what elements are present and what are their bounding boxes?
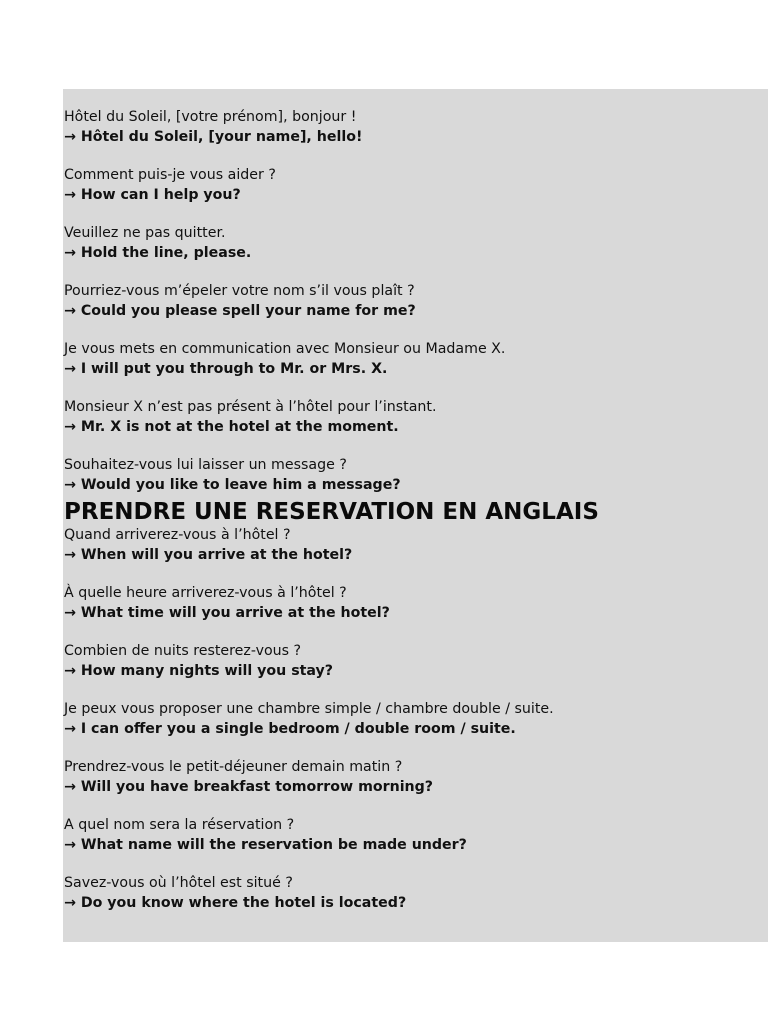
reservation-phrases-section xyxy=(64,526,764,913)
english-translation: → Would you like to leave him a message? xyxy=(64,476,401,493)
french-phrase: Monsieur X n’est pas présent à l’hôtel pour l’instant. xyxy=(64,399,437,415)
phrase-pair xyxy=(64,108,764,147)
phrase-pair xyxy=(64,584,764,623)
french-phrase: Savez-vous où l’hôtel est situé ? xyxy=(64,875,293,891)
english-translation: → Do you know where the hotel is located? xyxy=(64,894,407,911)
phrase-pair xyxy=(64,166,764,205)
phrase-pair xyxy=(64,526,764,565)
french-phrase: Souhaitez-vous lui laisser un message ? xyxy=(64,457,347,473)
phone-phrases-section xyxy=(64,108,764,495)
phrase-pair xyxy=(64,758,764,797)
french-phrase: Je peux vous proposer une chambre simple / chambre double / suite. xyxy=(64,701,554,717)
english-translation: → When will you arrive at the hotel? xyxy=(64,546,353,563)
french-phrase: Veuillez ne pas quitter. xyxy=(64,225,226,241)
french-phrase: Quand arriverez-vous à l’hôtel ? xyxy=(64,527,291,543)
english-translation: → Will you have breakfast tomorrow morning? xyxy=(64,778,434,795)
french-phrase: A quel nom sera la réservation ? xyxy=(64,817,295,833)
phrase-pair xyxy=(64,874,764,913)
phrase-pair xyxy=(64,224,764,263)
french-phrase: Comment puis-je vous aider ? xyxy=(64,167,276,183)
english-translation: → How many nights will you stay? xyxy=(64,662,334,679)
french-phrase: Pourriez-vous m’épeler votre nom s’il vous plaît ? xyxy=(64,283,415,299)
section-heading: PRENDRE UNE RESERVATION EN ANGLAIS xyxy=(64,499,599,525)
english-translation: → What time will you arrive at the hotel? xyxy=(64,604,390,621)
english-translation: → What name will the reservation be made under? xyxy=(64,836,467,853)
french-phrase: Prendrez-vous le petit-déjeuner demain matin ? xyxy=(64,759,403,775)
english-translation: → Could you please spell your name for me? xyxy=(64,302,416,319)
phrase-pair xyxy=(64,340,764,379)
french-phrase: Hôtel du Soleil, [votre prénom], bonjour ! xyxy=(64,109,357,125)
phrase-pair xyxy=(64,816,764,855)
phrase-pair xyxy=(64,456,764,495)
english-translation: → Hôtel du Soleil, [your name], hello! xyxy=(64,128,363,145)
english-translation: → I can offer you a single bedroom / double room / suite. xyxy=(64,720,516,737)
phrase-pair xyxy=(64,700,764,739)
english-translation: → How can I help you? xyxy=(64,186,241,203)
english-translation: → Hold the line, please. xyxy=(64,244,252,261)
french-phrase: À quelle heure arriverez-vous à l’hôtel ? xyxy=(64,585,347,601)
phrase-pair xyxy=(64,398,764,437)
phrase-pair xyxy=(64,642,764,681)
english-translation: → I will put you through to Mr. or Mrs. X. xyxy=(64,360,388,377)
french-phrase: Combien de nuits resterez-vous ? xyxy=(64,643,302,659)
french-phrase: Je vous mets en communication avec Monsieur ou Madame X. xyxy=(64,341,506,357)
phrase-pair xyxy=(64,282,764,321)
english-translation: → Mr. X is not at the hotel at the moment. xyxy=(64,418,399,435)
document-content xyxy=(64,108,764,913)
